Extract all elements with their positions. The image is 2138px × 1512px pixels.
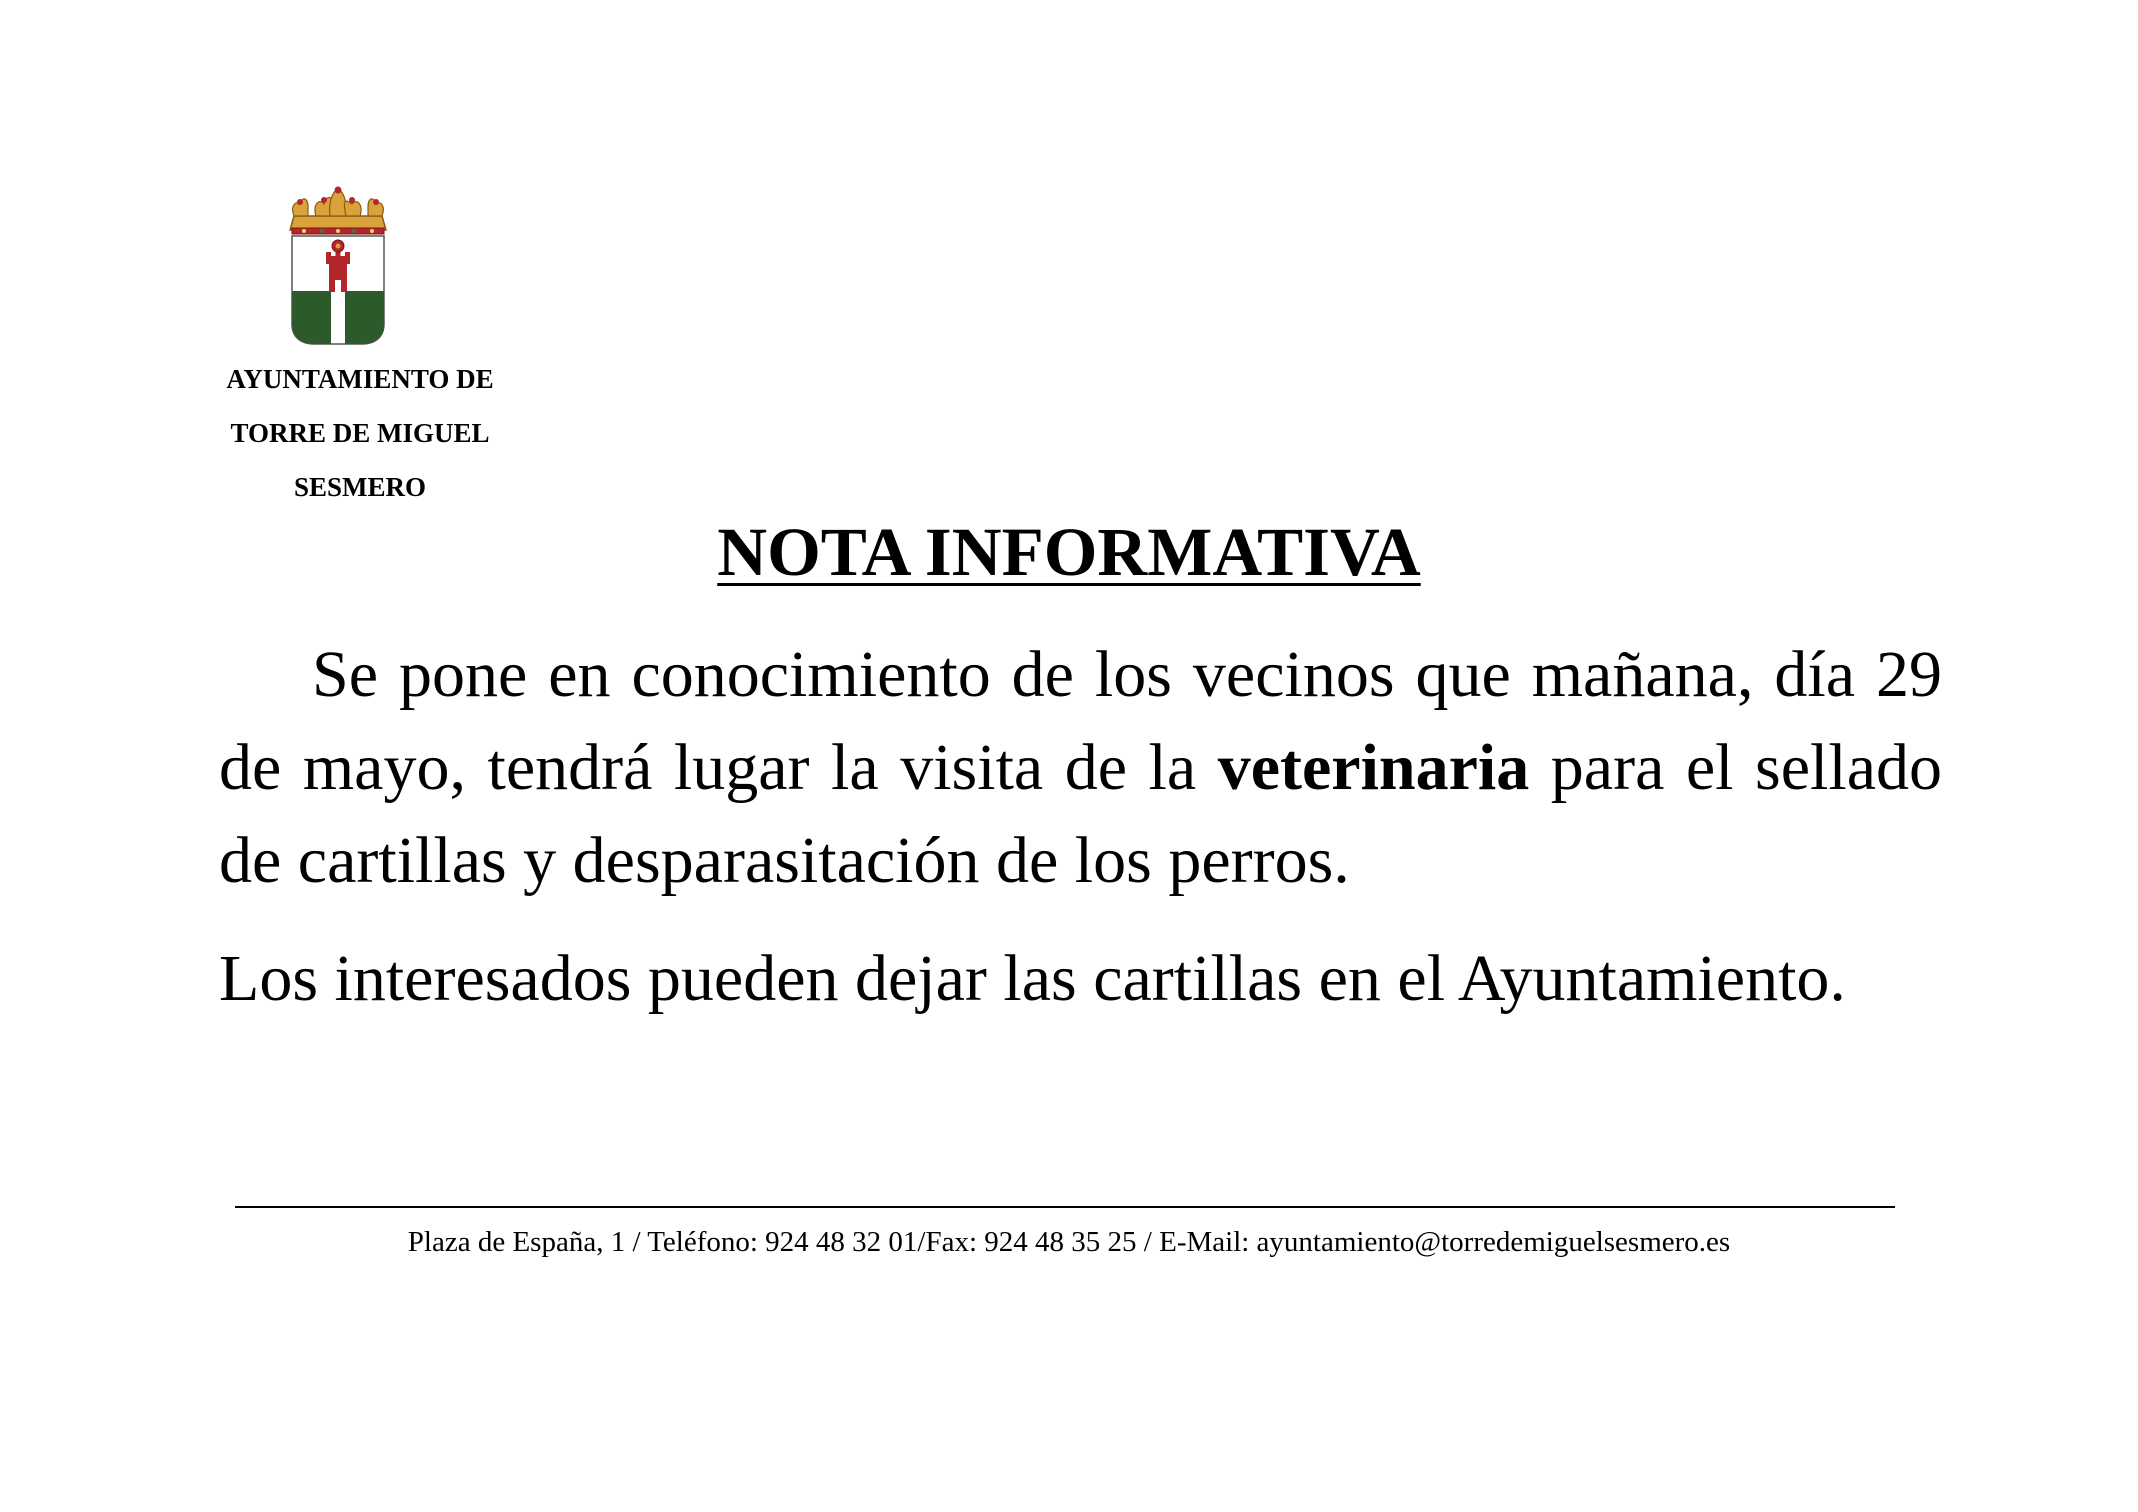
footer-contact: Plaza de España, 1 / Teléfono: 924 48 32 01/Fax: 924 48 35 25 / E-Mail: ayuntamiento@torredemiguelsesmero.es — [407, 1226, 1731, 1258]
tower-icon — [326, 252, 350, 292]
crown-icon — [290, 187, 386, 235]
institution-line-2: TORRE DE MIGUEL — [230, 418, 490, 448]
notice-paragraph-2: Los interesados pueden dejar las cartillas en el Ayuntamiento. — [219, 942, 1846, 1015]
document-title-text: NOTA INFORMATIVA — [717, 514, 1421, 590]
institution-name — [190, 352, 530, 514]
institution-line-1: AYUNTAMIENTO DE — [226, 364, 494, 394]
notice-body — [219, 628, 1942, 1025]
shield-icon — [292, 236, 384, 344]
paragraph-1-emphasis: veterinaria — [1217, 731, 1530, 804]
footer-divider — [235, 1206, 1895, 1208]
paragraph-1-before: Se pone en conocimiento de los vecinos que mañana, día 29 de mayo, tendrá lugar la visita de la — [219, 638, 1942, 804]
paragraph-1-after: para el sellado de cartillas y desparasitación de los perros. — [219, 731, 1942, 897]
coat-of-arms-icon — [282, 186, 394, 346]
document-title — [0, 512, 2138, 592]
notice-paragraph-1 — [219, 628, 1942, 907]
institution-line-3: SESMERO — [293, 472, 427, 502]
